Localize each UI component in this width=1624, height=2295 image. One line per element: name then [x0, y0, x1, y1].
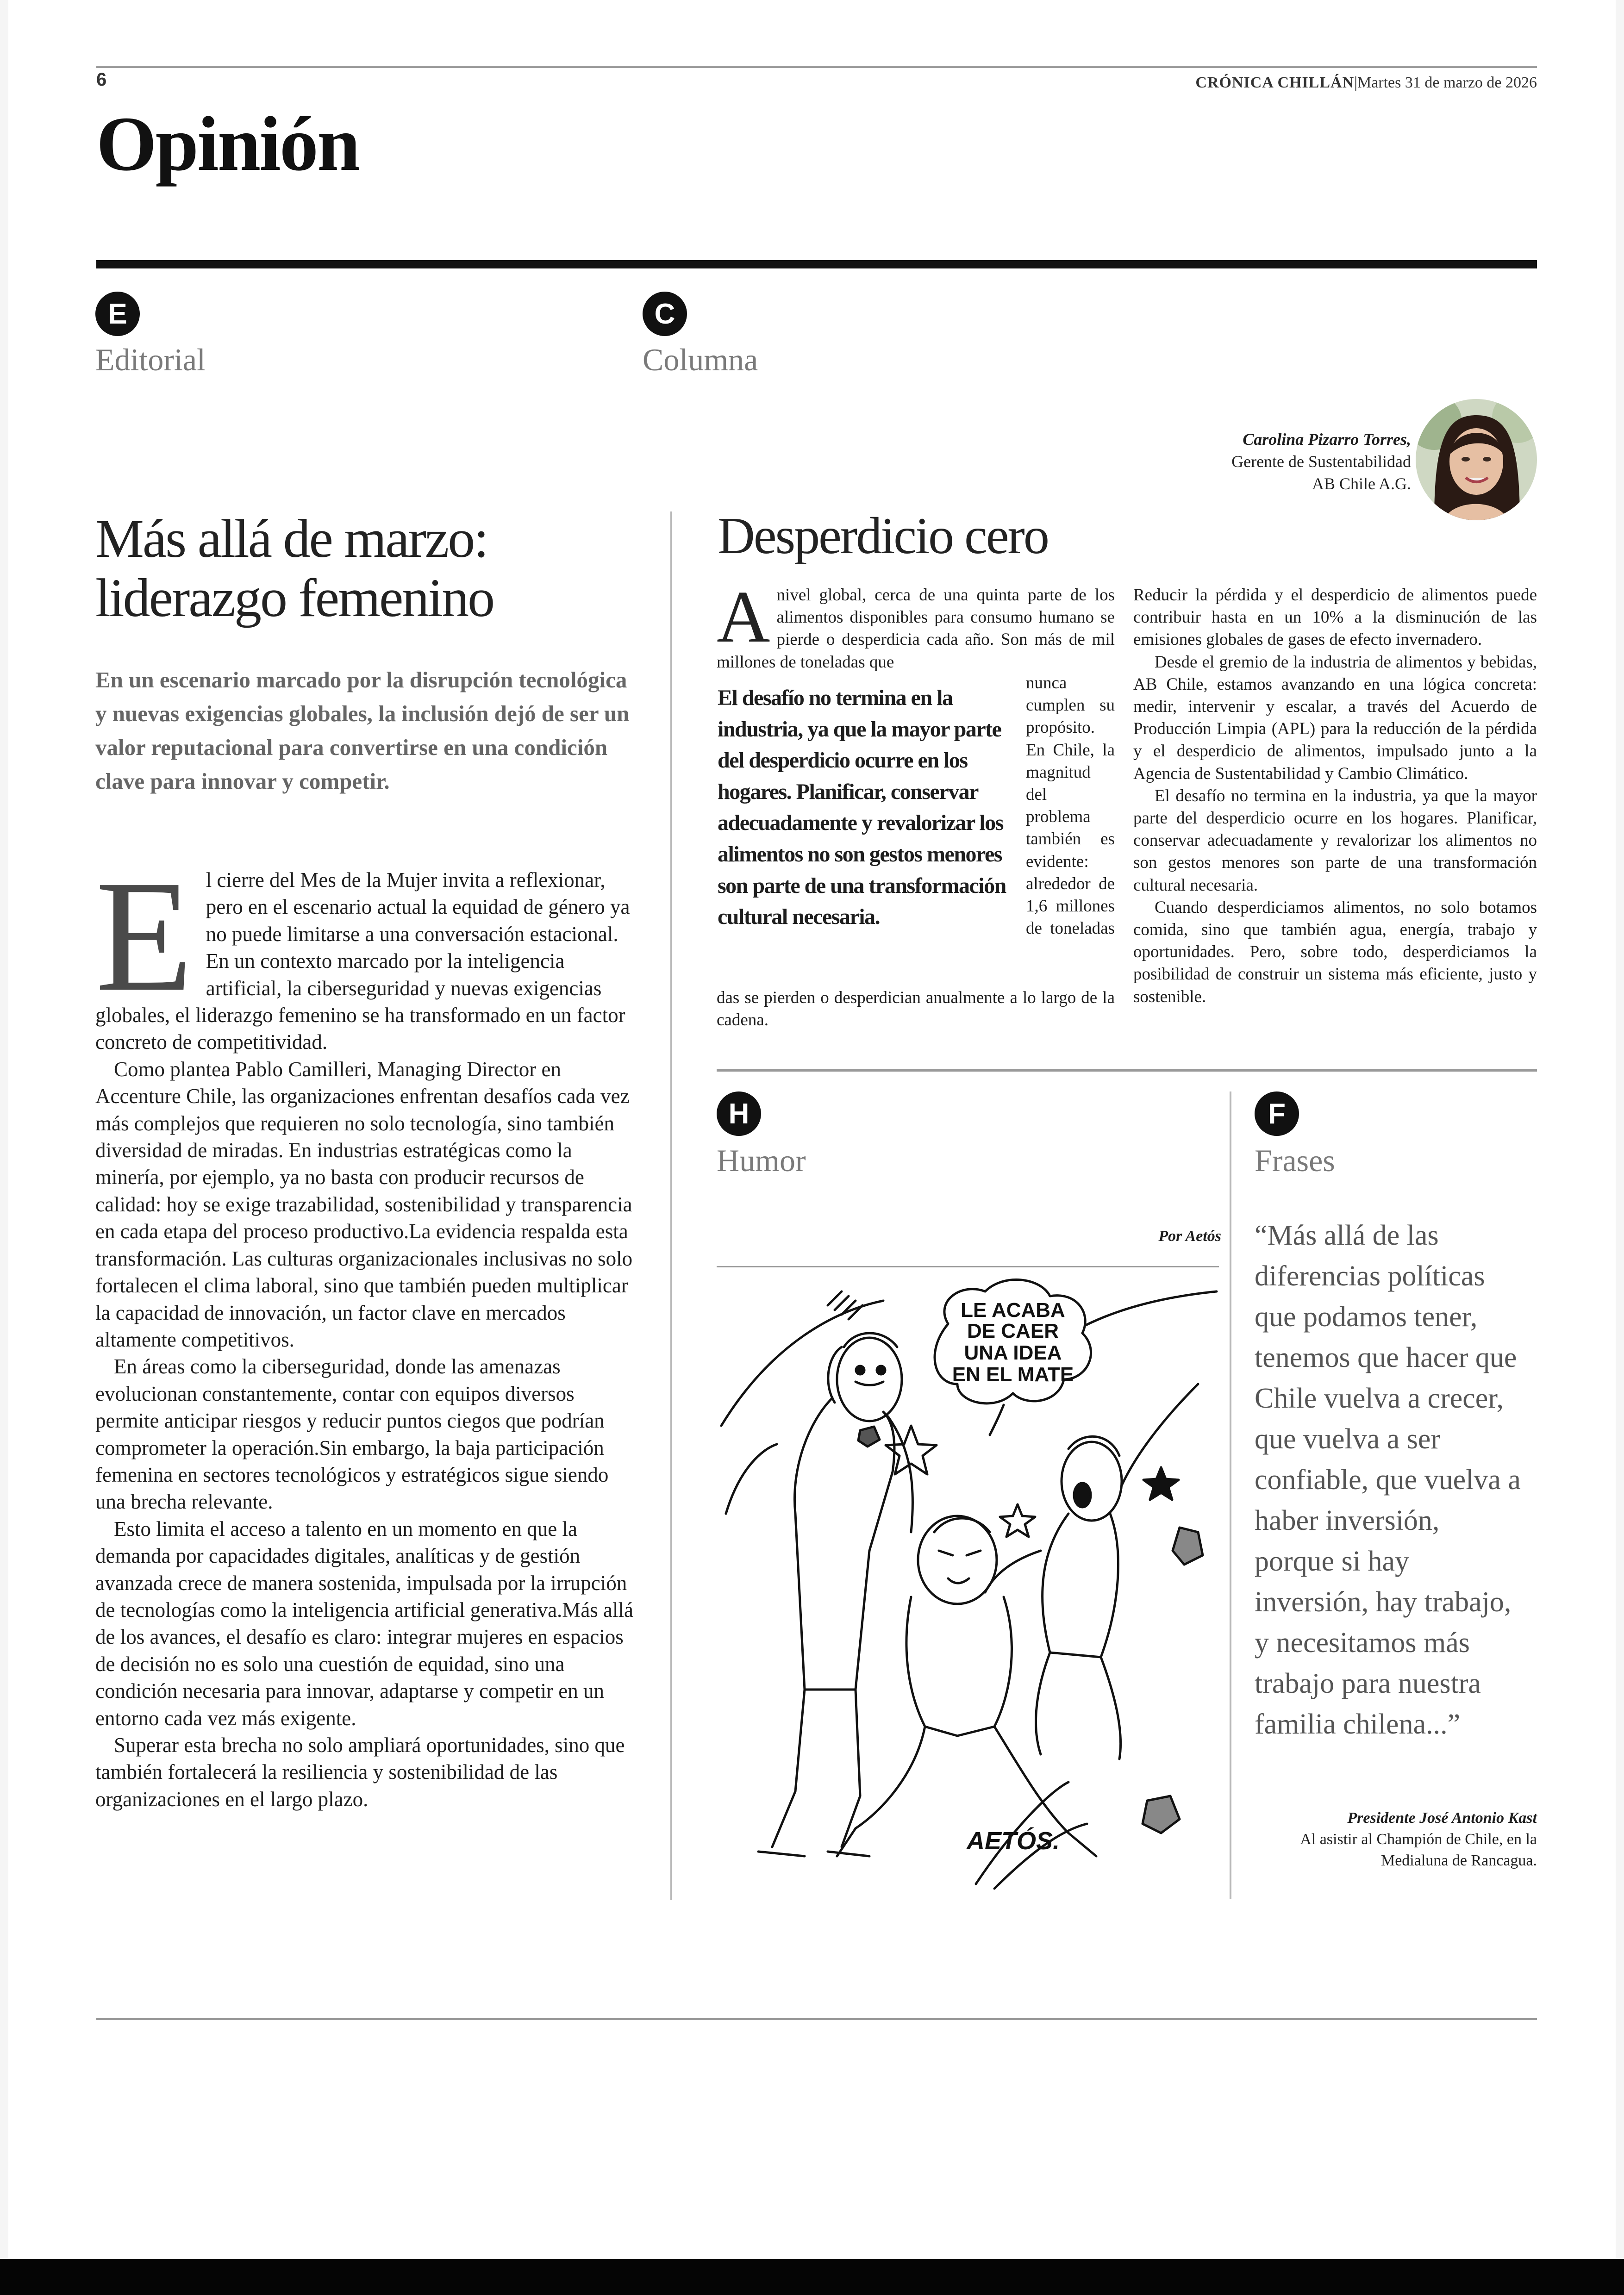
editorial-paragraph: Superar esta brecha no solo ampliará oportunidades, sino que también fortalecerá la resiliencia y sostenibilidad de las organizaciones en el largo plazo.	[95, 1734, 625, 1811]
columna-continued	[717, 987, 1115, 1031]
issue-date: Martes 31 de marzo de 2026	[1357, 74, 1537, 91]
columna-narrow-text: nunca cumplen su propósito. En Chile, la magnitud del problema también es evidente: alrededor de 1,6 millones de toneladas	[1026, 674, 1115, 938]
newspaper-name: CRÓNICA CHILLÁN	[1195, 74, 1355, 91]
cartoon-signature: AETÓS.	[967, 1827, 1060, 1855]
top-rule	[96, 66, 1537, 68]
columnist-role: Gerente de Sustentabilidad	[1231, 452, 1411, 471]
editorial-lead: En un escenario marcado por la disrupción tecnológica y nuevas exigencias globales, la inclusión dejó de ser un valor reputacional para convertirse en una condición clave para innovar y competir.	[95, 667, 630, 794]
frases-badge: F	[1255, 1091, 1299, 1136]
cartoon-credit: Por Aetós	[1158, 1228, 1221, 1245]
editorial-paragraph-text: l cierre del Mes de la Mujer invita a reflexionar, pero en el escenario actual la equidad de género ya no puede limitarse a una conversación estacional. En un contexto marcado por la inteligencia artificial, la ciberseguridad y nuevas exigencias globales, el liderazgo femenino se ha transformado en un factor concreto de competitividad.	[95, 868, 630, 1054]
columna-bottom-rule	[717, 1069, 1537, 1072]
columna-label: Columna	[643, 342, 758, 377]
footer-rule	[96, 2018, 1537, 2020]
editorial-paragraph	[95, 848, 637, 1056]
columna-badge: C	[643, 292, 687, 336]
columna-intro	[717, 575, 1115, 674]
editorial-paragraph: Como plantea Pablo Camilleri, Managing Director en Accenture Chile, las organizaciones enfrentan desafíos cada vez más complejos que requieren no solo tecnología, sino también diversidad de miradas. En industrias estratégicas como la minería, por ejemplo, ya no basta con producir recursos de calidad: hoy se exige trazabilidad, sostenibilidad y transparencia en cada etapa del proceso productivo.La evidencia respalda esta transformación. Las culturas organizacionales inclusivas no solo fortalecen el clima laboral, sino que también pueden multiplicar la capacidad de innovación, un factor clave en mercados altamente competitivos.	[95, 1057, 633, 1351]
page-number: 6	[96, 69, 107, 90]
masthead	[1195, 74, 1537, 92]
frases-attribution	[1255, 1808, 1537, 1871]
editorial-dropcap: E	[95, 848, 193, 1024]
columna-paragraph: Reducir la pérdida y el desperdicio de alimentos puede contribuir hasta en un 10% a la disminución de las emisiones globales de gases de efecto invernadero.	[1133, 586, 1537, 649]
humor-rule	[717, 1266, 1219, 1267]
editorial-paragraph: En áreas como la ciberseguridad, donde las amenazas evolucionan constantemente, contar con equipos diversos permite anticipar riesgos y reducir puntos ciegos que podrían comprometer la operación.Sin embargo, la baja participación femenina en sectores tecnológicos y estratégicos sigue siendo una brecha relevante.	[95, 1355, 609, 1514]
columna-paragraph-text: nivel global, cerca de una quinta parte de los alimentos disponibles para consumo humano se pierde o desperdicia cada año. Son más de mil millones de toneladas que	[717, 586, 1115, 672]
columna-dropcap: A	[717, 575, 770, 658]
quote-speaker: Presidente José Antonio Kast	[1347, 1809, 1537, 1827]
editorial-headline	[95, 509, 651, 628]
pull-quote: El desafío no termina en la industria, ya que la mayor parte del desperdicio ocurre en los hogares. Planificar, conservar adecuadamente y revalorizar los alimentos no son gestos menores son parte de una transformación cultural necesaria.	[718, 686, 1006, 929]
columna-headline: Desperdicio cero	[718, 507, 1048, 565]
editorial-label: Editorial	[95, 342, 206, 377]
columna-paragraph: das se pierden o desperdician anualmente a lo largo de la cadena.	[717, 988, 1115, 1030]
columnist-org: AB Chile A.G.	[1312, 474, 1411, 493]
column-divider	[670, 511, 672, 1900]
columnist-name: Carolina Pizarro Torres,	[1243, 430, 1411, 449]
editorial-headline-line2: liderazgo femenino	[95, 568, 494, 628]
masthead-separator: |	[1354, 74, 1357, 91]
quote-context: Al asistir al Champión de Chile, en la Medialuna de Rancagua.	[1300, 1831, 1537, 1869]
frases-quote: “Más allá de las diferencias políticas que podamos tener, tenemos que hacer que Chile vuelva a crecer, que vuelva a ser confiable, que vuelva a haber inversión, porque si hay inversión, hay trabajo, y necesitamos más trabajo para nuestra familia chilena...”	[1255, 1220, 1521, 1740]
columnist-photo	[1416, 399, 1537, 520]
editorial-cartoon	[717, 1273, 1221, 1893]
columna-paragraph	[717, 575, 1115, 674]
section-rule	[96, 260, 1537, 268]
columna-paragraph: Cuando desperdiciamos alimentos, no solo botamos comida, sino que también agua, energía, trabajo y oportunidades. Pero, sobre todo, desperdiciamos la posibilidad de construir un sistema más eficiente, justo y sostenible.	[1133, 898, 1537, 1006]
columnist-byline	[1027, 428, 1411, 495]
columna-paragraph: El desafío no termina en la industria, ya que la mayor parte del desperdicio ocurre en los hogares. Planificar, conservar adecuadamente y revalorizar los alimentos no son gestos menores son parte de una transformación cultural necesaria.	[1133, 786, 1537, 895]
section-title: Opinión	[96, 101, 359, 187]
humor-label: Humor	[717, 1143, 806, 1178]
frases-label: Frases	[1255, 1143, 1335, 1178]
editorial-headline-line1: Más allá de marzo:	[95, 508, 488, 569]
editorial-paragraph: Esto limita el acceso a talento en un momento en que la demanda por capacidades digitales, analíticas y de gestión avanzada crece de manera sostenida, impulsada por la irrupción de tecnologías como la inteligencia artificial generativa.Más allá de los avances, el desafío es claro: integrar mujeres en espacios de decisión no es solo una cuestión de equidad, sino una condición necesaria para innovar, adaptarse y competir en un entorno cada vez más exigente.	[95, 1517, 634, 1730]
speech-line-2: DE CAER	[967, 1320, 1059, 1342]
humor-divider	[1230, 1091, 1231, 1899]
editorial-body	[95, 848, 637, 1813]
columna-second-column	[1133, 584, 1537, 1008]
speech-line-4: EN EL MATE	[952, 1363, 1074, 1386]
speech-line-1: LE ACABA	[961, 1299, 1065, 1322]
newspaper-page	[8, 0, 1616, 2259]
speech-line-3: UNA IDEA	[964, 1341, 1062, 1364]
bottom-bar	[0, 2259, 1624, 2295]
editorial-badge: E	[95, 292, 140, 336]
columna-paragraph: Desde el gremio de la industria de alimentos y bebidas, AB Chile, estamos avanzando en una lógica concreta: medir, intervenir y escalar, a través del Acuerdo de Producción Limpia (APL) para la reducción de la pérdida y el desperdicio de alimentos, impulsado junto a la Agencia de Sustentabilidad y Cambio Climático.	[1133, 652, 1537, 783]
humor-badge: H	[717, 1091, 761, 1136]
